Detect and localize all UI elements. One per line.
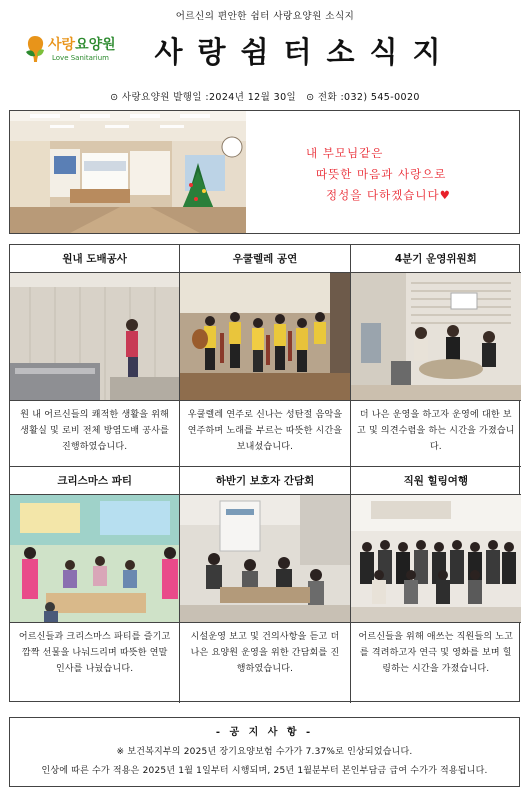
newsletter-title: 사랑쉼터소식지 <box>154 35 456 69</box>
card-christmas <box>10 467 180 703</box>
wallpaper-photo <box>10 273 179 401</box>
staff-trip-photo <box>351 495 521 623</box>
activity-grid <box>9 244 520 702</box>
card-wallpaper <box>10 245 180 467</box>
card-description: 원 내 어르신들의 쾌적한 생활을 위해 생활실 및 로비 전체 방염도배 공사를 진행하였습니다. <box>20 410 170 452</box>
card-description: 더 나은 운영을 하고자 운영에 대한 보고 및 의견수렴을 하는 시간을 가졌습니다. <box>357 410 515 452</box>
committee-photo <box>351 273 521 401</box>
logo-name <box>48 34 116 54</box>
logo-mark-icon <box>22 32 48 66</box>
card-guardian-meeting <box>180 467 350 703</box>
card-title: 우쿨렐레 공연 <box>180 245 349 273</box>
publish-date: ⊙ 사랑요양원 발행일 :2024년 12월 30일 <box>110 92 297 103</box>
card-staff-trip <box>351 467 521 703</box>
hero-line-3: 정성을 다하겠습니다♥ <box>326 188 451 202</box>
logo-english-name: Love Sanitarium <box>52 54 109 62</box>
card-title: 직원 힐링여행 <box>351 467 521 495</box>
logo-name-rest: 요양원 <box>75 37 116 53</box>
hero-line-1: 내 부모님같은 <box>306 146 384 160</box>
card-description: 어르신들을 위해 애쓰는 직원들의 노고를 격려하고자 연극 및 영화를 보며 힐링하는 시간을 가졌습니다. <box>358 632 514 674</box>
notice-line-2: 인상에 따른 수가 적용은 2025년 1월 1일부터 시행되며, 25년 1월분부터 본인부담금 급여 수가가 적용됩니다. <box>41 766 488 776</box>
card-title: 원내 도배공사 <box>10 245 179 273</box>
ukulele-photo <box>180 273 349 401</box>
card-committee <box>351 245 521 467</box>
christmas-photo <box>10 495 179 623</box>
sarang-logo <box>22 28 132 74</box>
notice-title: - 공 지 사 항 - <box>215 727 314 738</box>
phone-number: ⊙ 전화 :032) 545-0020 <box>306 92 420 103</box>
hero-banner <box>9 110 520 234</box>
notice-line-1: ※ 보건복지부의 2025년 장기요양보험 수가가 7.37%로 인상되었습니다. <box>116 747 413 757</box>
card-description: 어르신들과 크리스마스 파티를 즐기고 깜짝 선물을 나눠드리며 따뜻한 연말 인사를 나눴습니다. <box>18 632 171 674</box>
publication-info <box>0 89 530 103</box>
hero-message <box>246 111 519 233</box>
lobby-photo <box>10 111 246 233</box>
card-description: 시설운영 보고 및 건의사항을 듣고 더 나은 요양원 운영을 위한 간담회를 진행하였습니다. <box>190 632 340 674</box>
card-ukulele <box>180 245 350 467</box>
card-description: 우쿨렐레 연주로 신나는 성탄절 음악을 연주하며 노래를 부르는 따뜻한 시간을 보내셨습니다. <box>187 410 343 452</box>
notice-box <box>9 717 520 787</box>
hero-line-2: 따뜻한 마음과 사랑으로 <box>316 167 447 181</box>
newsletter-subtitle: 어르신의 편안한 쉼터 사랑요양원 소식지 <box>175 11 355 22</box>
card-title: 크리스마스 파티 <box>10 467 179 495</box>
logo-name-highlight: 사랑 <box>48 37 76 53</box>
guardian-meeting-photo <box>180 495 349 623</box>
card-title: 4분기 운영위원회 <box>351 245 521 273</box>
card-title: 하반기 보호자 간담회 <box>180 467 349 495</box>
